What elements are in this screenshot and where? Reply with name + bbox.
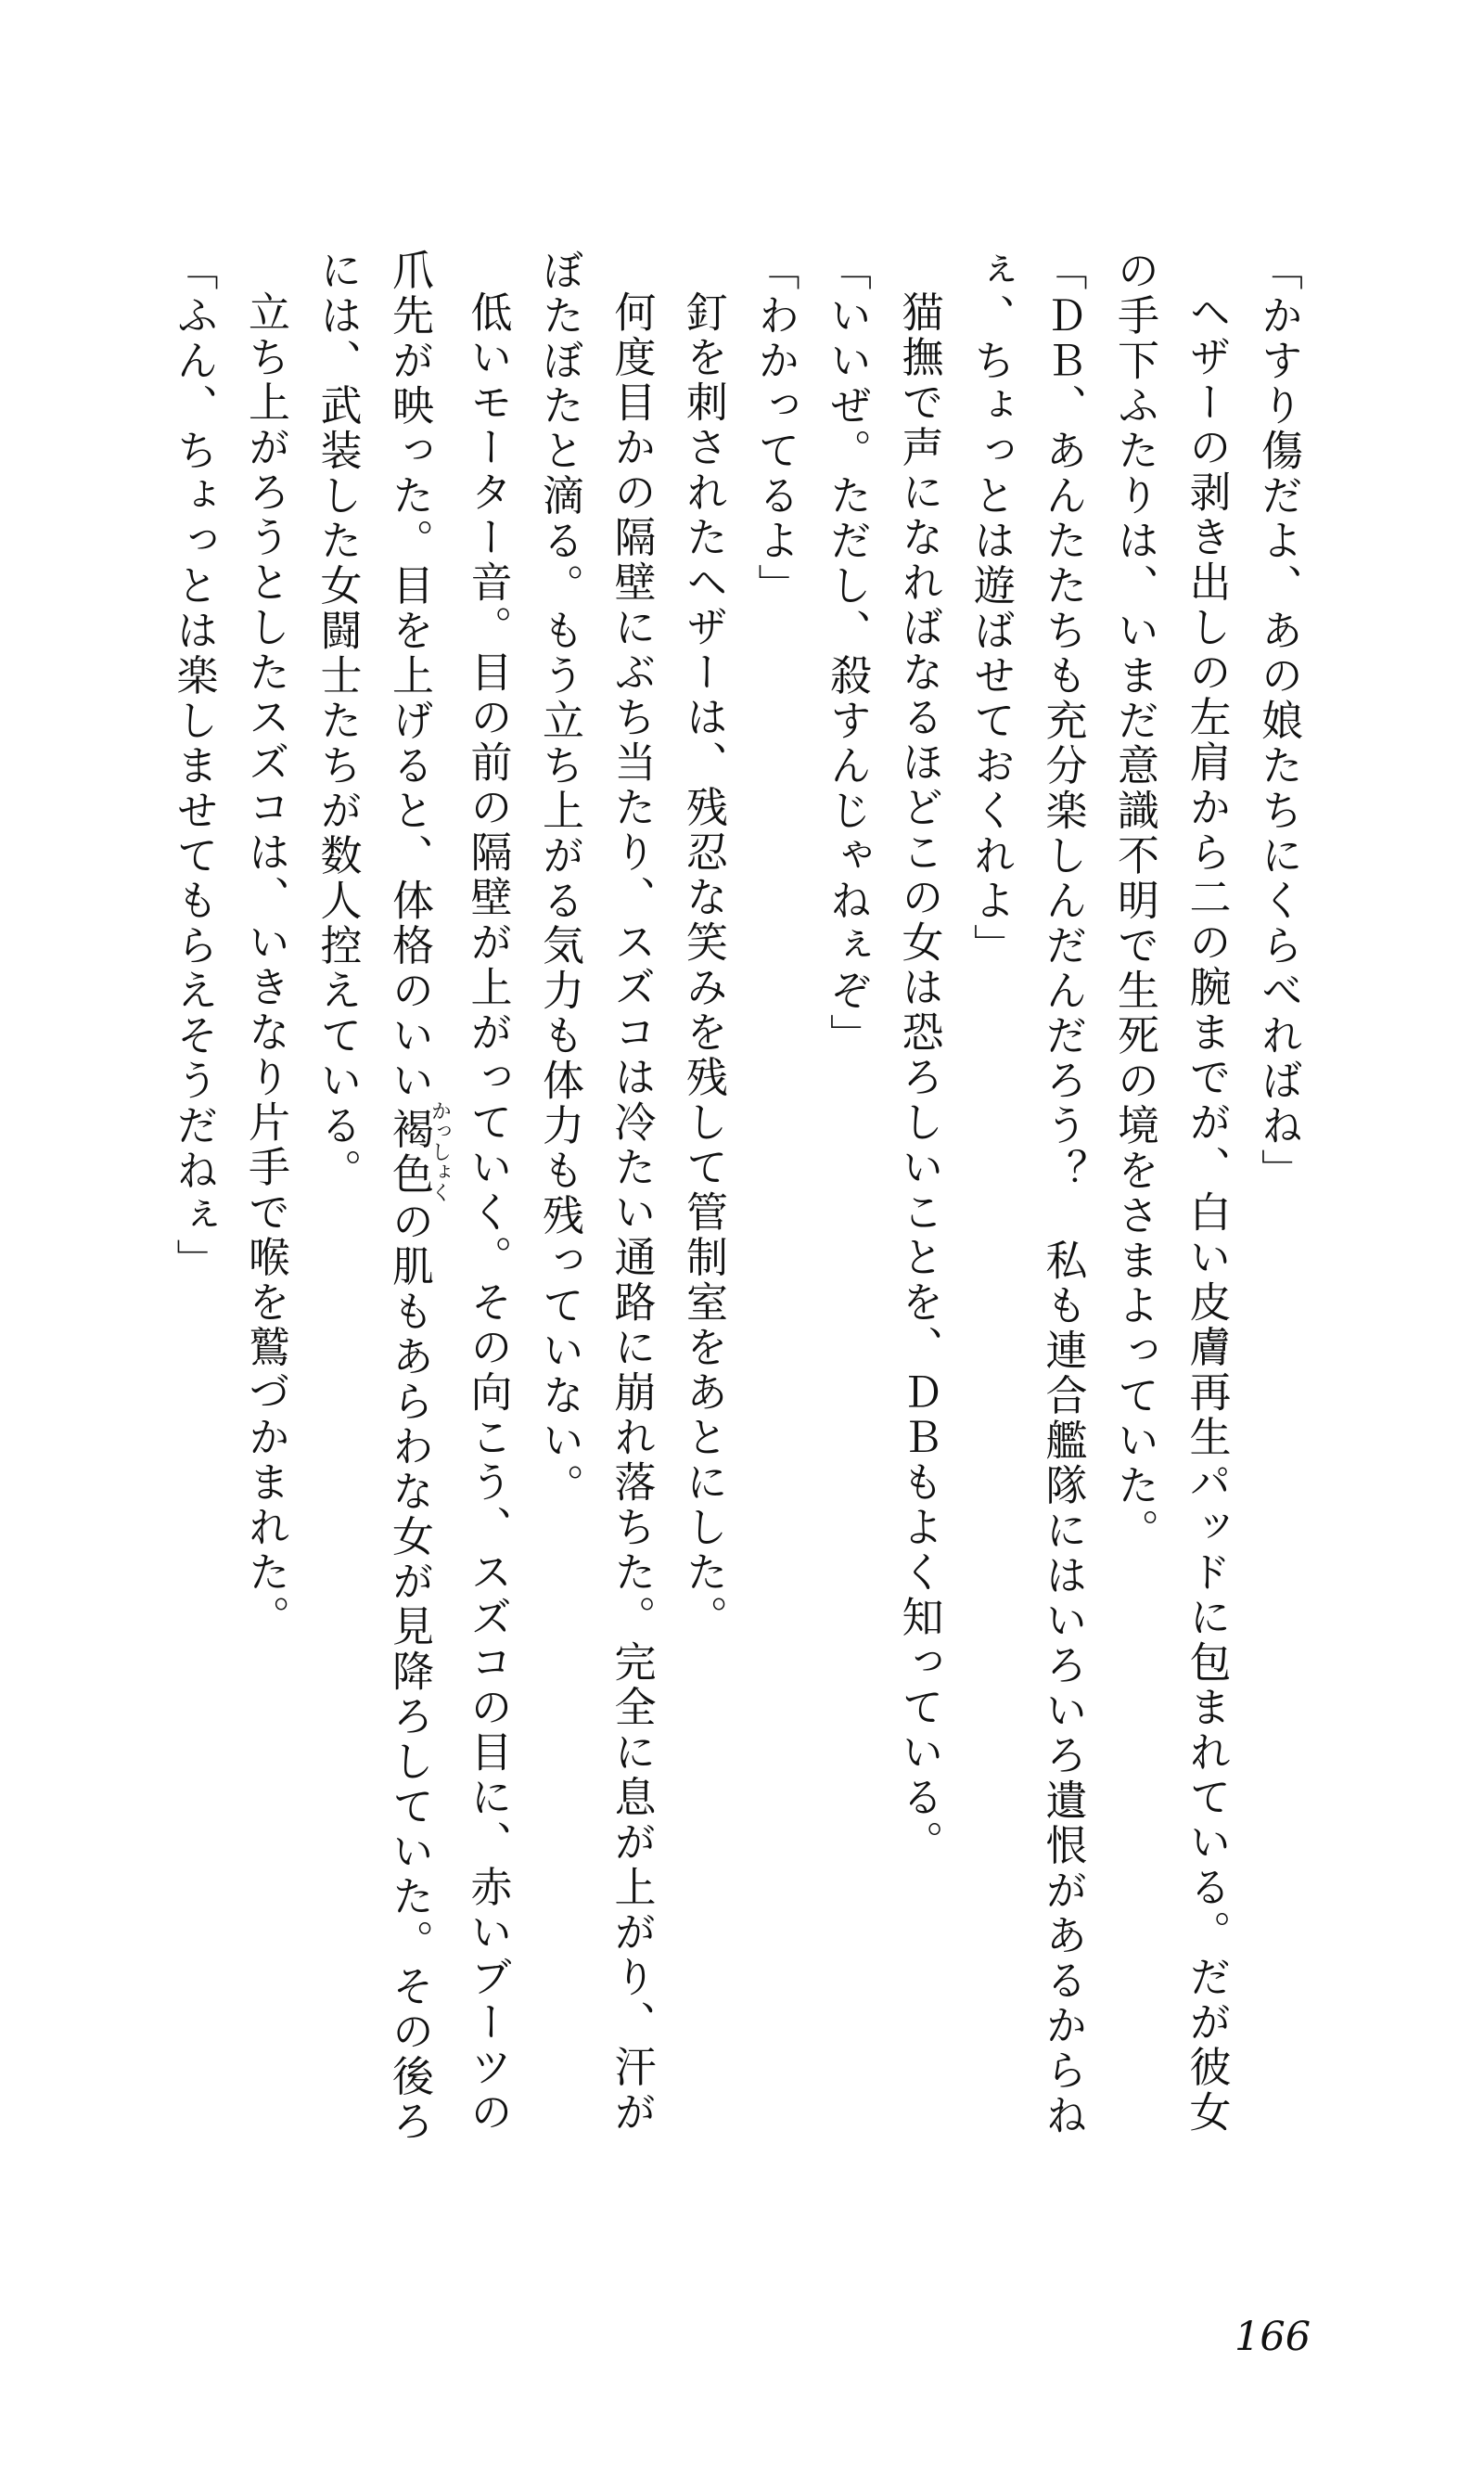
text-line: ぇ、ちょっとは遊ばせておくれよ」 (967, 249, 1014, 969)
text-line: 低いモーター音。目の前の隔壁が上がっていく。その向こう、スズコの目に、赤いブーツの (464, 290, 511, 2136)
text-line: 「ＤＢ、あんたたちも充分楽しんだんだろう？ 私も連合艦隊にはいろいろ遺恨があるからね (1039, 249, 1086, 2138)
text-line: 立ち上がろうとしたスズコは、いきなり片手で喉を鷲づかまれた。 (242, 290, 288, 1640)
text-block (163, 249, 1313, 2174)
text-line: 釘を刺されたヘザーは、残忍な笑みを残して管制室をあとにした。 (680, 290, 726, 1640)
text-line: 猫撫で声になればなるほどこの女は恐ろしいことを、ＤＢもよく知っている。 (895, 290, 942, 1866)
text-line: 「わかってるよ」 (751, 249, 799, 609)
text-line: 何度目かの隔壁にぶち当たり、スズコは冷たい通路に崩れ落ちた。完全に息が上がり、汗が (608, 290, 655, 2136)
page-number: 166 (1235, 2314, 1311, 2360)
text-line: の手下ふたりは、いまだ意識不明で生死の境をさまよっていた。 (1111, 249, 1158, 1554)
text-line: 「いいぜ。ただし、殺すんじゃねぇぞ」 (824, 249, 870, 1059)
text-line: には、武装した女闘士たちが数人控えている。 (313, 249, 361, 1194)
text-line: 「ふん、ちょっとは楽しませてもらえそうだねぇ」 (170, 249, 217, 1284)
text-line: 「かすり傷だよ、あの娘たちにくらべればね」 (1255, 249, 1301, 1194)
ruby-annotation: 褐色かっしょく (386, 1100, 453, 1203)
text-line: 爪先が映った。目を上げると、体格のいい褐色かっしょくの肌もあらわな女が見降ろしていた。その後ろ (386, 249, 453, 2145)
text-line: ぼたぼたと滴る。もう立ち上がる気力も体力も残っていない。 (536, 249, 582, 1508)
text-line: ヘザーの剥き出しの左肩から二の腕までが、白い皮膚再生パッドに包まれている。だが彼女 (1183, 290, 1230, 2136)
